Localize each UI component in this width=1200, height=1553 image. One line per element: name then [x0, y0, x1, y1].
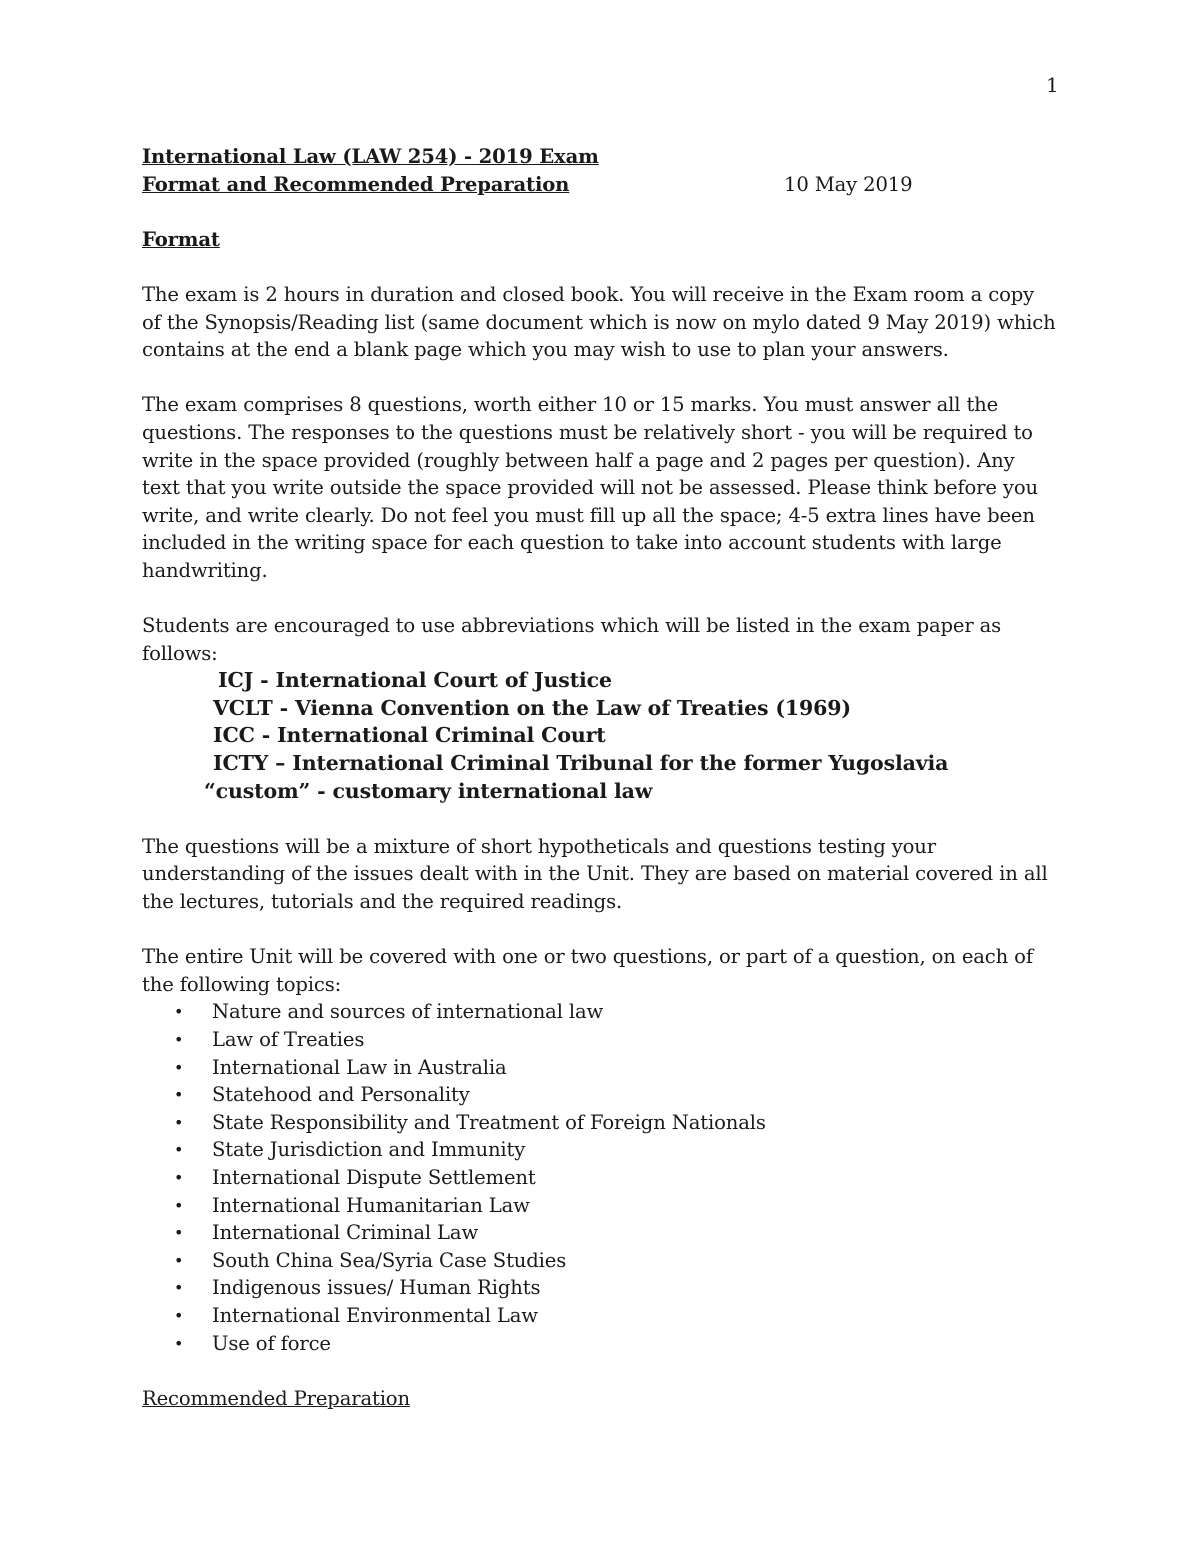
bullet-icon: •: [174, 1250, 184, 1270]
abbreviation-item: ICJ - International Court of Justice: [218, 668, 612, 693]
bullet-icon: •: [174, 1085, 184, 1105]
bullet-icon: •: [174, 1057, 184, 1077]
topic-list: [142, 998, 1057, 1357]
topic-label: Use of force: [212, 1331, 331, 1355]
bullet-icon: •: [174, 1333, 184, 1353]
list-item: [172, 1247, 1057, 1275]
topic-label: International Humanitarian Law: [212, 1193, 530, 1217]
topic-label: Nature and sources of international law: [212, 1000, 604, 1024]
abbreviation-item: ICTY – International Criminal Tribunal for the former Yugoslavia: [213, 751, 949, 776]
list-item: [172, 998, 1057, 1026]
list-item: [172, 1136, 1057, 1164]
bullet-icon: •: [174, 1167, 184, 1187]
bullet-icon: •: [174, 1140, 184, 1160]
list-item: [172, 1026, 1057, 1054]
list-item: [172, 1302, 1057, 1330]
abbreviation-list: [142, 667, 1057, 805]
topic-label: State Responsibility and Treatment of Foreign Nationals: [212, 1110, 766, 1134]
bullet-icon: •: [174, 1305, 184, 1325]
bullet-icon: •: [174, 1112, 184, 1132]
list-item: [172, 1274, 1057, 1302]
paragraph-question-types: The questions will be a mixture of short hypotheticals and questions testing your understanding of the issues dealt with in the Unit. They are based on material covered in all the lectures, tutorials and the required readings.: [142, 834, 1048, 914]
paragraph-abbreviations-intro: Students are encouraged to use abbreviations which will be listed in the exam paper as follows:: [142, 614, 1002, 665]
abbreviation-item: “custom” - customary international law: [204, 778, 653, 803]
subtitle-row: [142, 171, 1057, 199]
document-body: [142, 143, 1057, 1412]
bullet-icon: •: [174, 1030, 184, 1049]
abbreviation-item: VCLT - Vienna Convention on the Law of Treaties (1969): [213, 695, 851, 720]
document-subtitle: Format and Recommended Preparation: [142, 172, 570, 196]
document-title: International Law (LAW 254) - 2019 Exam: [142, 145, 599, 168]
list-item: [172, 1330, 1057, 1358]
topic-label: Statehood and Personality: [212, 1083, 470, 1107]
recommended-preparation-heading: Recommended Preparation: [142, 1386, 410, 1410]
list-item: [172, 1109, 1057, 1137]
topic-label: International Criminal Law: [212, 1221, 479, 1245]
topic-label: International Environmental Law: [212, 1303, 538, 1327]
abbreviation-item: ICC - International Criminal Court: [213, 723, 606, 748]
document-date: 10 May 2019: [784, 172, 913, 196]
list-item: [172, 1054, 1057, 1082]
format-heading: Format: [142, 227, 220, 251]
list-item: [172, 1192, 1057, 1220]
topic-label: Indigenous issues/ Human Rights: [212, 1276, 541, 1300]
topic-label: State Jurisdiction and Immunity: [212, 1138, 526, 1162]
list-item: [172, 1081, 1057, 1109]
paragraph-topics-intro: The entire Unit will be covered with one or two questions, or part of a question, on each of the following topics:: [142, 945, 1033, 996]
topic-label: South China Sea/Syria Case Studies: [212, 1248, 567, 1272]
paragraph-exam-structure: The exam comprises 8 questions, worth either 10 or 15 marks. You must answer all the questions. The responses to the questions must be relatively short - you will be required to write in the space provided (roughly between half a page and 2 pages per question). Any text that you write outside the space provided will not be assessed. Please think before you write, and write clearly. Do not feel you must fill up all the space; 4-5 extra lines have been included in the writing space for each question to take into account students with large handwriting.: [142, 393, 1038, 582]
topic-label: International Dispute Settlement: [212, 1165, 536, 1189]
page-number: 1: [1046, 73, 1059, 97]
bullet-icon: •: [174, 1002, 184, 1022]
bullet-icon: •: [174, 1223, 184, 1243]
list-item: [172, 1219, 1057, 1247]
topic-label: International Law in Australia: [212, 1055, 507, 1079]
paragraph-exam-duration: The exam is 2 hours in duration and closed book. You will receive in the Exam room a copy of the Synopsis/Reading list (same document which is now on mylo dated 9 May 2019) which contains at the end a blank page which you may wish to use to plan your answers.: [142, 282, 1056, 362]
bullet-icon: •: [174, 1278, 184, 1298]
bullet-icon: •: [174, 1195, 184, 1215]
list-item: [172, 1164, 1057, 1192]
topic-label: Law of Treaties: [212, 1028, 365, 1051]
